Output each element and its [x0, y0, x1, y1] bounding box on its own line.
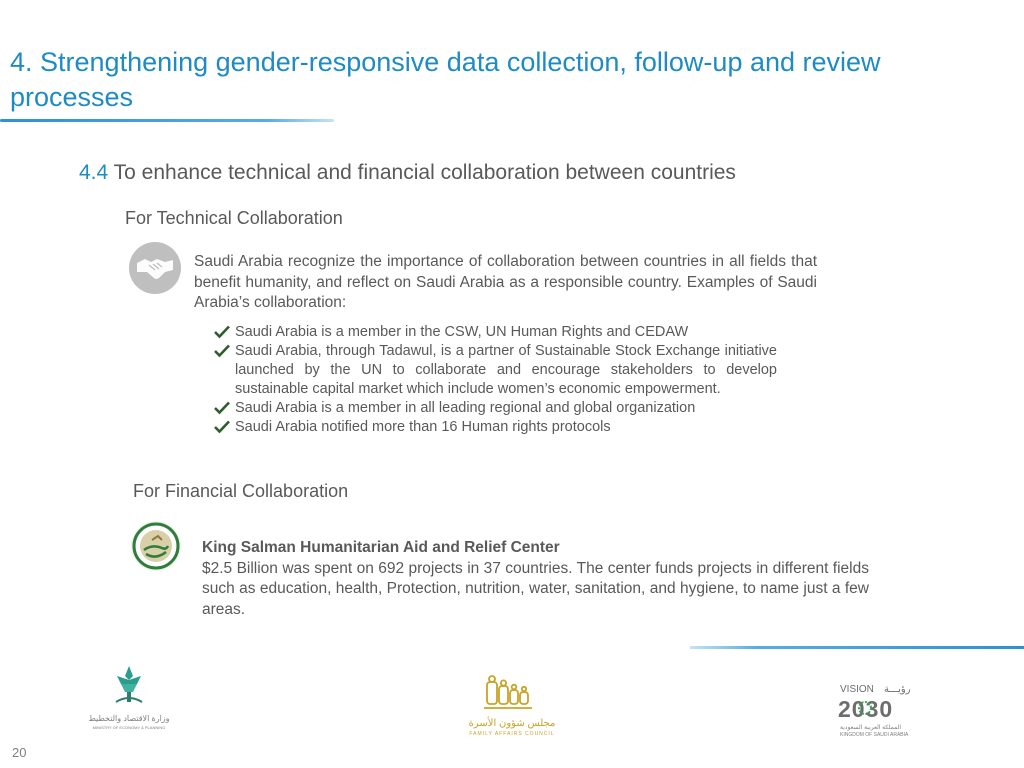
council-arabic-name: مجلس شؤون الأسرة: [468, 718, 556, 729]
list-item-text: Saudi Arabia is a member in all leading regional and global organization: [235, 400, 696, 416]
organization-name: King Salman Humanitarian Aid and Relief Center: [202, 539, 560, 556]
council-english-name: FAMILY AFFAIRS COUNCIL: [469, 731, 555, 737]
vision-2030-logo: [836, 684, 926, 740]
section-subheading: [79, 161, 736, 185]
kingdom-english-name: KINGDOM OF SAUDI ARABIA: [840, 732, 909, 738]
list-item: [214, 399, 777, 418]
list-item-text: Saudi Arabia, through Tadawul, is a partner of Sustainable Stock Exchange initiative launched by the UN to collaborate and encourage stakeholders to develop sustainable capital market which include women’s economic empowerment.: [235, 343, 777, 397]
check-icon: [214, 401, 230, 415]
technical-paragraph: Saudi Arabia recognize the importance of collaboration between countries in all fields that benefit humanity, and reflect on Saudi Arabia as a responsible country. Examples of Saudi Arabia’s collaboration:: [194, 253, 817, 311]
financial-collaboration-label: For Financial Collaboration: [133, 481, 349, 501]
vision-year: 2030: [838, 696, 894, 722]
technical-collaboration-label: For Technical Collaboration: [125, 208, 343, 228]
family-affairs-council-logo: [462, 674, 562, 738]
slide-title: 4. Strengthening gender-responsive data collection, follow-up and review processes: [10, 47, 881, 112]
subheading-text: To enhance technical and financial collaboration between countries: [113, 161, 736, 184]
technical-examples-list: [214, 323, 777, 437]
list-item: [214, 323, 777, 342]
financial-paragraph: $2.5 Billion was spent on 692 projects in 37 countries. The center funds projects in different fields such as education, health, Protection, nutrition, water, sanitation, and hygiene, to name just a few areas.: [202, 559, 869, 618]
page-number: 20: [12, 745, 27, 760]
list-item: [214, 342, 777, 399]
ministry-english-name: MINISTRY OF ECONOMY & PLANNING: [92, 725, 166, 730]
kingdom-arabic-name: المملكة العربية السعودية: [840, 725, 902, 731]
subheading-number: 4.4: [79, 161, 109, 184]
check-icon: [214, 325, 230, 339]
footer-divider: [690, 646, 1024, 649]
vision-arabic-label: رؤيـــة: [884, 684, 911, 695]
check-icon: [214, 420, 230, 434]
palm-emblem-icon: [857, 700, 873, 716]
ministry-arabic-name: وزارة الاقتصاد والتخطيط: [88, 714, 170, 723]
vision-label: VISION: [840, 684, 874, 695]
list-item: [214, 418, 777, 437]
handshake-icon: [129, 242, 181, 294]
list-item-text: Saudi Arabia notified more than 16 Human rights protocols: [235, 419, 611, 435]
ministry-economy-planning-logo: [84, 664, 174, 734]
financial-text-block: [202, 538, 869, 620]
check-icon: [214, 344, 230, 358]
ksrelief-logo-icon: [131, 521, 181, 571]
list-item-text: Saudi Arabia is a member in the CSW, UN Human Rights and CEDAW: [235, 324, 689, 340]
title-underline: [0, 119, 334, 122]
